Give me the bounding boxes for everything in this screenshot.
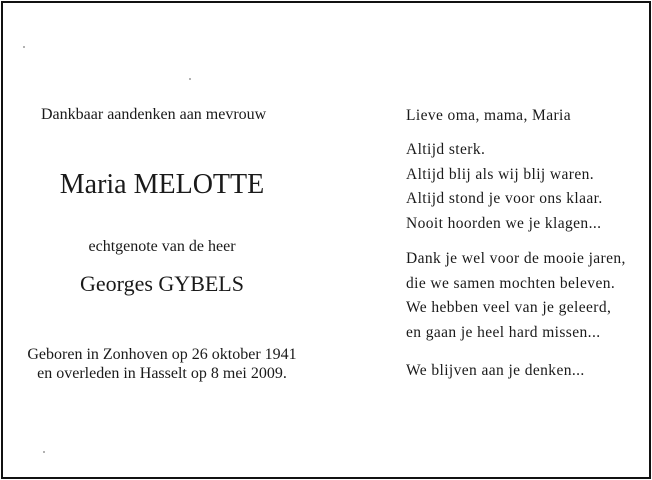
- poem-stanza-2: [406, 247, 626, 345]
- poem-line: Altijd blij als wij blij waren.: [406, 165, 595, 183]
- poem-salutation: [406, 104, 571, 129]
- poem-line: die we samen mochten beleven.: [406, 274, 616, 292]
- poem-line: Nooit hoorden we je klagen...: [406, 214, 602, 232]
- poem-line: Dank je wel voor de mooie jaren,: [406, 250, 626, 267]
- closing-line: We blijven aan je denken...: [406, 362, 585, 379]
- left-panel: [3, 3, 323, 477]
- poem-closing: [406, 359, 585, 384]
- intro-text: Dankbaar aandenken aan mevrouw: [41, 106, 267, 123]
- poem-line: en gaan je heel hard missen...: [406, 323, 601, 341]
- print-speck: [23, 46, 25, 48]
- death-line: en overleden in Hasselt op 8 mei 2009.: [37, 365, 287, 382]
- deceased-name: Maria MELOTTE: [59, 169, 265, 200]
- memorial-card: [1, 1, 651, 479]
- poem-line: We hebben veel van je geleerd,: [406, 299, 612, 316]
- spouse-intro-text: echtgenote van de heer: [88, 238, 236, 255]
- print-speck: [43, 451, 45, 453]
- birth-line: Geboren in Zonhoven op 26 oktober 1941: [27, 346, 297, 363]
- spouse-name: Georges GYBELS: [80, 271, 244, 296]
- poem-line: Altijd sterk.: [406, 141, 486, 158]
- life-dates: [3, 345, 321, 383]
- salutation-line: Lieve oma, mama, Maria: [406, 107, 572, 124]
- right-panel: [403, 3, 649, 477]
- print-speck: [189, 78, 191, 80]
- poem-line: Altijd stond je voor ons klaar.: [406, 190, 603, 207]
- poem-stanza-1: [406, 138, 603, 236]
